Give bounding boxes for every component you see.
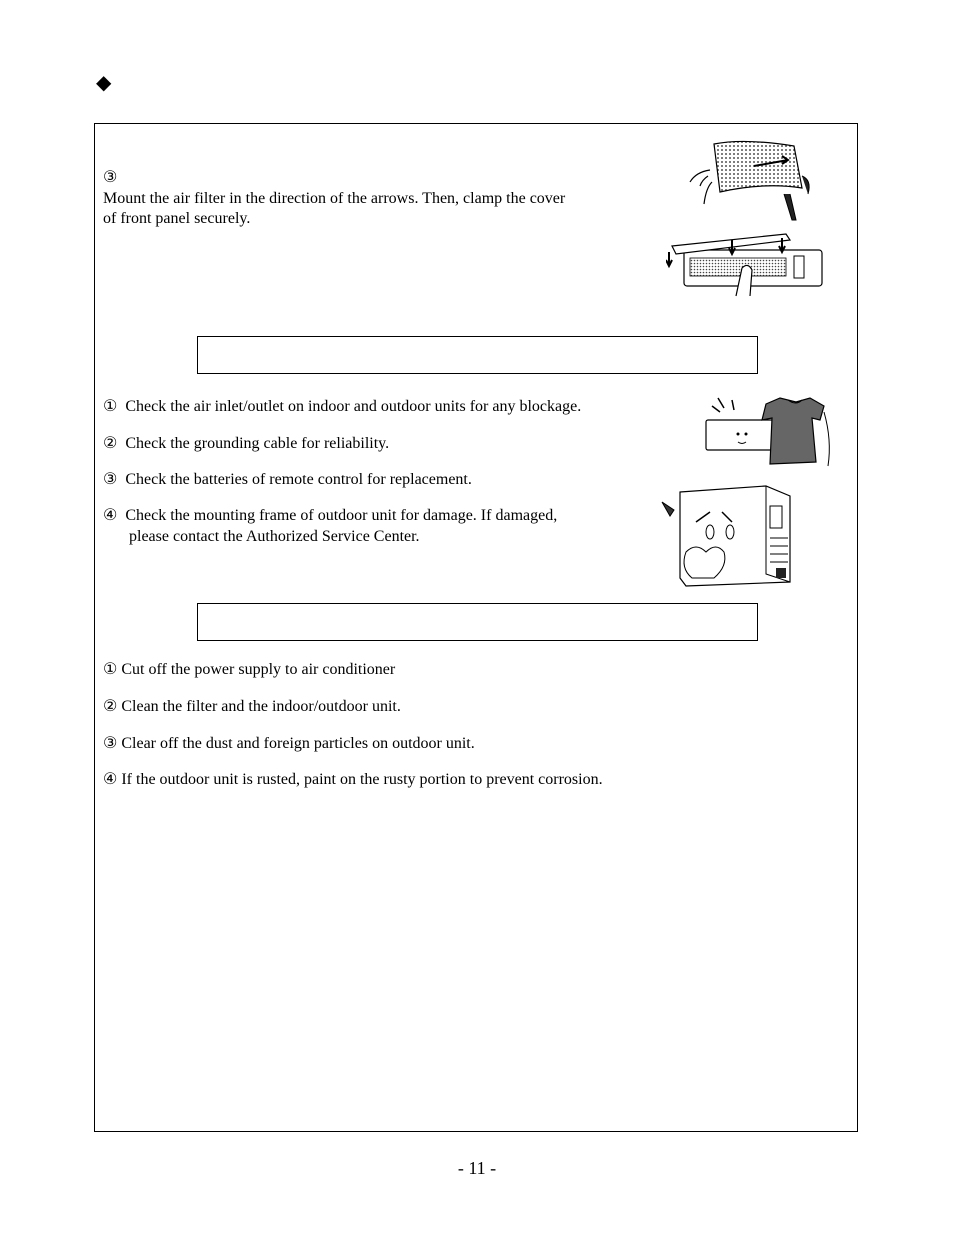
after-item-1: ① Cut off the power supply to air conditioner (103, 661, 396, 678)
after-item-4: ④ If the outdoor unit is rusted, paint on the rusty portion to prevent corrosion. (103, 771, 603, 788)
filter-illustration (684, 136, 814, 221)
after-item-3: ③ Clear off the dust and foreign particles on outdoor unit. (103, 735, 475, 752)
section-heading-box-1 (197, 336, 758, 374)
check-item-3: ③ Check the batteries of remote control for replacement. (103, 471, 472, 488)
outdoor-unit-illustration (656, 482, 792, 588)
page-number: - 11 - (457, 1158, 497, 1178)
diamond-icon: ◆ (96, 72, 112, 94)
check-item-4: ④ Check the mounting frame of outdoor unit for damage. If damaged, (103, 507, 558, 524)
check-item-4-line2: please contact the Authorized Service Center. (129, 528, 420, 545)
section-heading-box-2 (197, 603, 758, 641)
indoor-unit-illustration (666, 232, 826, 298)
check-item-1: ① Check the air inlet/outlet on indoor and outdoor units for any blockage. (103, 398, 582, 415)
check-item-2: ② Check the grounding cable for reliability. (103, 435, 390, 452)
indoor-unit-shirt-illustration (704, 390, 836, 470)
step3-number: ③ (103, 169, 118, 186)
after-item-2: ② Clean the filter and the indoor/outdoor unit. (103, 698, 401, 715)
step3-line2: of front panel securely. (103, 210, 251, 227)
step3-line1: Mount the air filter in the direction of the arrows. Then, clamp the cover (103, 190, 566, 207)
